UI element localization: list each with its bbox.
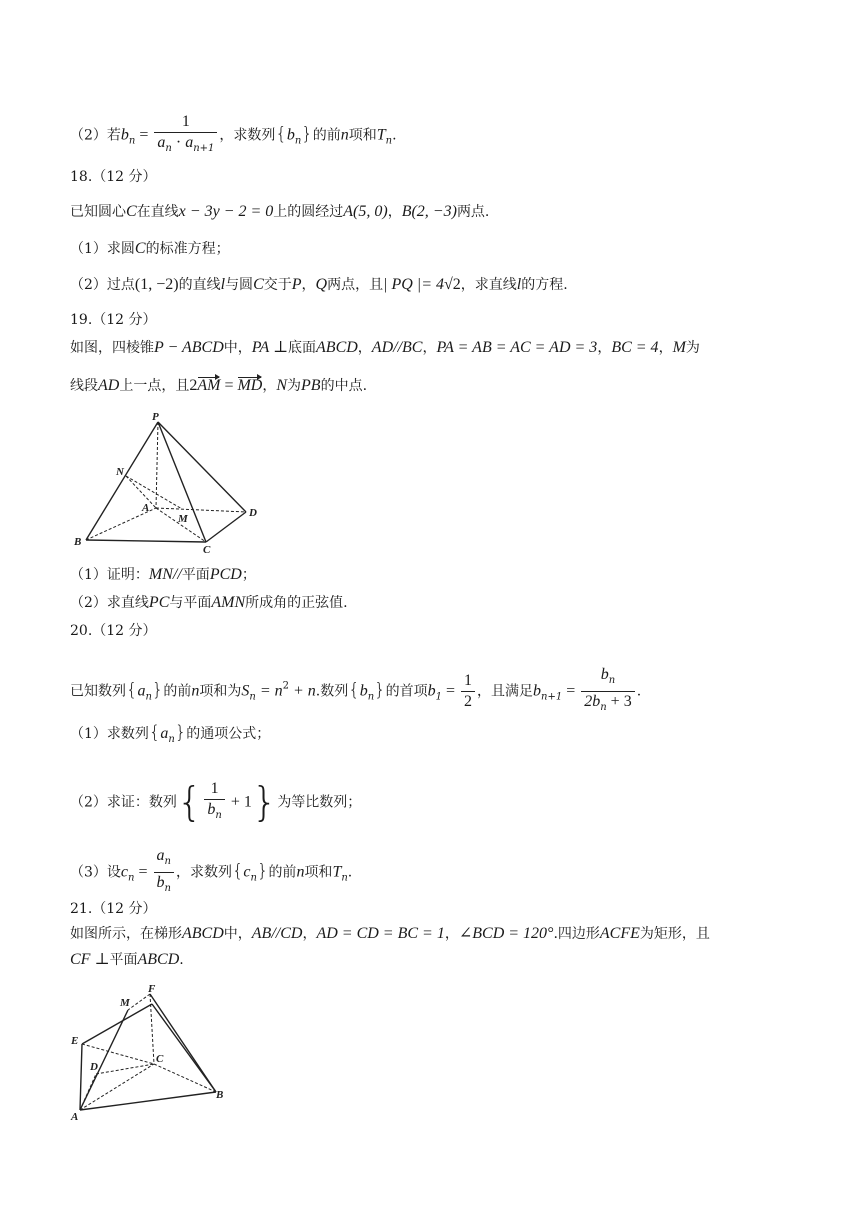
label-M: M (120, 997, 130, 1009)
q21-header: 21.（12 分） (70, 901, 157, 917)
label-C: C (203, 544, 211, 556)
pyramid-figure (70, 408, 270, 558)
trapezoid-solid-figure (66, 982, 236, 1122)
fraction-cn: $\frac{a_n}{b_n}$ (154, 847, 174, 898)
q19-stem-line2: 线段AD上一点，且2AM = MD，N为PB的中点. (70, 377, 368, 394)
q20-part1: （1）求数列$\{a_n\}$的通项公式； (70, 722, 271, 745)
q20-stem: 已知数列$\{a_n\}$的前n项和为$S_n = n^2 + n$.数列$\{b_n\}$的首项$b_1$ = $\frac{1}{2}$ ，且满足$b_{n+1}$ = $\frac{b_n}{2b_n + 3}$ . (70, 666, 641, 717)
q20-header: 20.（12 分） (70, 623, 157, 639)
label-B: B (74, 536, 82, 548)
q18-part1: （1）求圆C的标准方程； (70, 240, 230, 257)
label-F: F (148, 983, 156, 995)
q20-part2: （2）求证：数列{ $\frac{1}{b_n}$ + 1}为等比数列； (70, 779, 362, 826)
label-D: D (249, 507, 257, 519)
fraction-recurrence: $\frac{b_n}{2b_n + 3}$ (581, 666, 634, 717)
label-P: P (152, 411, 159, 423)
q19-stem-line1: 如图，四棱锥P − ABCD中，PA ⊥底面ABCD，AD//BC，PA = AB = AC = AD = 3，BC = 4，M为 (70, 339, 700, 356)
q17-part2: （2）若$b_n$ = $\frac{1}{a_n \cdot a_{n+1}}$ ，求数列$\{b_n\}$的前n项和$T_n$. (70, 113, 397, 158)
fraction-half: $\frac{1}{2}$ (461, 672, 475, 711)
label-N: N (116, 466, 124, 478)
q19-part2: （2）求直线PC与平面AMN所成角的正弦值. (70, 594, 348, 611)
label-A: A (71, 1111, 79, 1122)
label-B: B (216, 1089, 224, 1101)
label-M: M (178, 513, 188, 525)
q20-part3: （3）设$c_n$ = $\frac{a_n}{b_n}$ ，求数列$\{c_n\}$的前n项和$T_n$. (70, 847, 352, 898)
label-E: E (71, 1035, 79, 1047)
q18-stem: 已知圆心C在直线x − 3y − 2 = 0上的圆经过A(5, 0)，B(2, −3)两点. (70, 203, 490, 220)
q21-stem-line2: CF ⊥平面ABCD. (70, 951, 184, 968)
q18-header: 18.（12 分） (70, 169, 157, 185)
q18-part2: （2）过点(1, −2)的直线l与圆C交于P，Q两点，且| PQ |= 4√2，求直线l的方程. (70, 276, 568, 293)
q19-part1: （1）证明：MN//平面PCD； (70, 566, 256, 583)
label-A: A (142, 502, 150, 514)
fraction-reciprocal: $\frac{1}{b_n}$ (204, 780, 224, 825)
label-C: C (156, 1053, 164, 1065)
label-D: D (90, 1061, 98, 1073)
q19-header: 19.（12 分） (70, 312, 157, 328)
q21-stem-line1: 如图所示，在梯形ABCD中，AB//CD，AD = CD = BC = 1，∠BCD = 120°.四边形ACFE为矩形，且 (70, 925, 710, 942)
fraction: $\frac{1}{a_n \cdot a_{n+1}}$ (154, 113, 217, 158)
